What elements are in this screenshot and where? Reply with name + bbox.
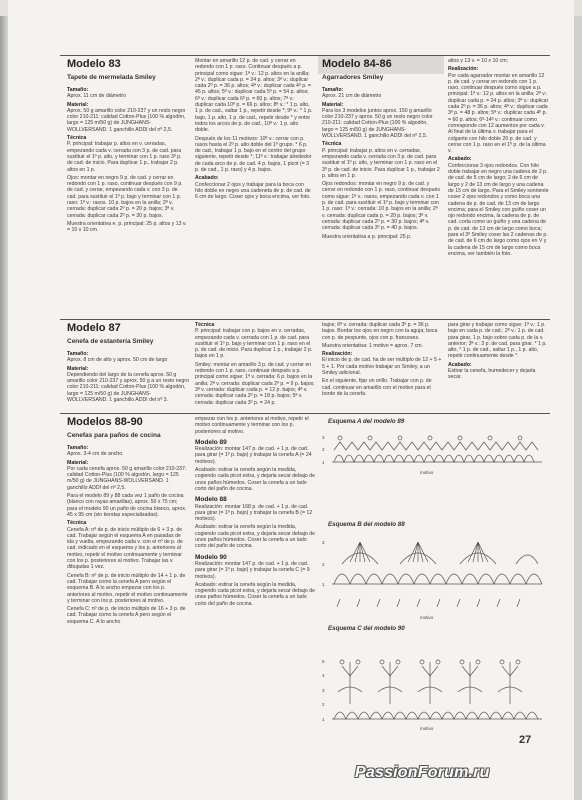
size-text: Aprox. 3-4 cm de ancho. bbox=[67, 451, 124, 458]
model-87-title: Modelo 87 bbox=[67, 322, 121, 334]
motif-label: motivo bbox=[420, 470, 434, 475]
model-84-86-column-2 bbox=[448, 58, 550, 308]
gauge-text: Muestra orientativa: 1 motivo = aprox. 7 cm. bbox=[322, 342, 424, 349]
model-89-realization: Realización: montar 147 p. de cad. + 1 p. de cad. para girar (= 1º p. bajo) y trabajar la cenefa A (= 24 motivos). bbox=[195, 446, 312, 465]
border-a-text: Cenefa A: nº de p. de inicio múltiplo de 6 + 3 p. de cad. Trabajar según el esquema A en pasadas de ida y vuelta, empezando cada v. con el nº de p. de cad. indicado en el esquema y los p. anteriores al motivo, repetir el motivo continuamente y terminar con los p. posteriores al motivo. Trabajar las v. dibujadas 1 vez. bbox=[67, 526, 183, 571]
model-87-column bbox=[67, 322, 189, 410]
technique-heading: Técnica bbox=[67, 135, 87, 142]
model-88-heading: Modelo 88 bbox=[195, 496, 227, 504]
scheme-b-title: Esquema B del modelo 88 bbox=[328, 521, 405, 528]
book-spine bbox=[0, 0, 8, 800]
model-84-86-title: Modelo 84-86 bbox=[322, 58, 392, 70]
size-heading: Tamaño: bbox=[322, 87, 344, 93]
eyes-text: Ojos: montar en negro 9 p. de cad. y cerrar en redondo con 1 p. raso, continuar después con 9 p. de cad. y cerrar, empezando cada v. con 3 p. de cad. para sustituir el 1º p. bajo y terminar con 1 p. raso: 1ª v.: rasos. 10 p. bajos en la anilla; 2ª v. cerrada: duplicar cada 2º p. = 20 p. bajos; 3ª v. cerrada: duplicar cada 2º p. = 30 p. bajos. bbox=[67, 174, 183, 219]
model-88-realization: Realización: montar 168 p. de cad. + 1 p. de cad. para girar (= 1º p. bajo) y trabajar la cenefa B (= 12 motivos). bbox=[195, 503, 313, 523]
smiley-text: Smiley: montar en amarillo 3 p. de cad. y cerrar en redondo con 1 p. raso, continuar después a p. principal como sigue: 1ª v. cerrada: 6 p. bajos en la anilla; 2ª v. cerrada: duplicar cada 2º p. = 9 p. bajos; 3ª v. cerrada: duplicar cada p. = 12 p. bajos; 4ª v. cerrada: duplicar cada 2º p. = 18 p. bajos; 5ª v. cerrada: duplicar cada 3º p. = 24 p. bbox=[195, 361, 315, 406]
model-84-86-column bbox=[322, 58, 440, 308]
row-number: 3 bbox=[322, 540, 325, 545]
instructions-text-2: Después de los 11 motivos: 10ª v.: cerrar con p. rasos hasta el 2º p. alto doble del 1º grupo. * 6 p. de cad., trabajar 1 p. bajo en el centro del grupo siguiente, repetir desde *; 11ª v.: trabajar alrededor de cada arco de p. de cad. 4 p. bajos, 1 picot (= 3 p. de cad., 1 p. raso) y 4 p. bajos. bbox=[195, 135, 312, 174]
row-number: 2 bbox=[322, 447, 325, 452]
model-89-heading: Modelo 89 bbox=[195, 438, 227, 446]
motif-label: motivo bbox=[420, 726, 434, 731]
row-number: 5 bbox=[322, 659, 325, 664]
model-89-finishing: Acabado: estirar la cenefa según la medida, cogiendo cada picot extra, y dejarla secar debajo de unos paños húmedos. Coser la cenefa a un lado corto del paño de cocina. bbox=[195, 467, 315, 492]
row-number: 1 bbox=[322, 717, 325, 722]
model-87-subtitle: Cenefa de estantería Smiley bbox=[67, 338, 154, 345]
finishing-text: Confeccionar 2 ojos y trabajar para la boca con hilo doble en negro una cadeneta de p. de cad. de 6 cm de largo. Coser ojos y boca encima, ver foto. bbox=[195, 181, 311, 201]
material-heading: Material: bbox=[67, 365, 89, 372]
size-text: Aprox. 11 cm de diámetro bbox=[67, 93, 127, 100]
gauge-text: Muestra orientativa a p. principal: 25 p. bbox=[322, 233, 412, 240]
size-heading: Tamaño: bbox=[67, 87, 89, 93]
border-b-text: Cenefa B: nº de p. de inicio múltiplo de 14 + 1 p. de cad. Trabajar como la cenefa A pero según el esquema B. A lo ancho empezar con los p. anteriores al motivo, repetir el motivo continuamente y terminar con los p. posteriores al motivo. bbox=[67, 572, 188, 604]
row-number: 1 bbox=[322, 460, 325, 465]
model-90-realization: Realización: montar 147 p. de cad. + 1 p. de cad. para girar (= 1º p. bajo) y trabajar la cenefa C (= 9 motivos). bbox=[195, 560, 310, 580]
technique-text: P. principal: trabajar con p. bajos en v. cerradas, empezando cada v. cerrada con 1 p. de cad. para sustituir el 1º p. bajo y terminar con 1 p. raso en el p. de cad. de inicio. Para duplicar 1 p., trabajar 2 p. bajos en 1 p. bbox=[195, 328, 313, 360]
material-heading: Material: bbox=[67, 459, 89, 466]
motif-label: motivo bbox=[420, 615, 434, 620]
row-number: 2 bbox=[322, 562, 325, 567]
size-heading: Tamaño: bbox=[67, 445, 89, 451]
row-number: 3 bbox=[322, 688, 325, 693]
border-text: para girar y trabajar como sigue: 1ª v.: 1 p. bajo en cada p. de cad.; 2ª v.: 1 p. de cad. para girar, 1 p. bajo sobre cada p. de la v. anterior; 3ª v.: 3 p. de cad. para girar. * 1 p. alto, * 1 p. de cad., saltar 1 p., 1 p. alto, repetir continuamente desde *. bbox=[448, 322, 547, 360]
technique-heading: Técnica bbox=[67, 520, 87, 527]
model-83-column bbox=[67, 58, 187, 308]
finishing-text: Confeccionar 3 ojos redondos. Con hilo doble trabajar en negro una cadena de 2 p. de cad. de 5 cm de largo; 2 de 6 cm de largo y 2 de 13 cm de largo y una cadena de 15 cm de largo. Para el Smiley sonriente coser 2 ojos redondos y como boca una cadena de p. de cad. de 13 cm de largo encima; para el Smiley con guiño coser un ojo redondo encima, la cadena de p. de cad. corta como un guiño y una cadena de p. de cad. de 13 cm de largo como boca; para el 3º Smiley coser las 2 cadenas de p. de cad. de 6 cm de largo como ojos en V y la cadena de 15 cm de largo como boca encima, ver también la foto. bbox=[448, 162, 549, 257]
material-text: Aprox. 50 g amarillo color 210-237 y un resto negro color 210-211: calidad Cotton-Plus (100 % algodón, largo = 125 m/50 g) de JUNGHANS-WOLLVERSAND. 1 ganchillo ADDI del nº 2,5. bbox=[67, 107, 186, 133]
realization-text-2: En el siguiente, fijar un orillo. Trabajar con p. de cad. continuar en amarillo con el motivo para el borde de la cenefa. bbox=[322, 378, 432, 397]
smiley-text-cont: bajos; 6ª v. cerrada: duplicar cada 3º p. = 36 p. bajos. Bordar los ojos en negro con la aguja; boca con p. de pespunte, ojos con p. franceses. bbox=[322, 322, 438, 341]
model-88-90-subtitle: Cenefas para paños de cocina bbox=[67, 432, 161, 439]
border-c-text: Cenefa C: nº de p. de inicio múltiplo de 16 + 3 p. de cad. Trabajar como la cenefa A pero según el esquema C. A lo ancho bbox=[67, 606, 186, 625]
technique-text: P. principal: trabajar p. altos en v. cerradas, empezando cada v. cerrada con 3 p. de cad. para sustituir el 1º p. alto, y terminar con 1 p. raso 3º p. de cad. de inicio. Para duplicar 1 p., trabajar 2 p. altos en 1 p. bbox=[67, 141, 182, 173]
model-87-column-2 bbox=[195, 322, 315, 410]
material-text: Por cada cenefa aprox. 50 g amarillo color 210-237: calidad Cotton-Plus (100 % algodón, largo = 125 m/50 g) de JUNGHANS-WOLLVERSAND. 1 ganchillo ADDI del nº 2,5. bbox=[67, 465, 187, 491]
row-number: 2 bbox=[322, 702, 325, 707]
gauge-text-cont: altos y 13 v. = 10 x 10 cm; bbox=[448, 58, 509, 64]
model-83-column-2 bbox=[195, 58, 313, 308]
row-number: 3 bbox=[322, 435, 325, 440]
size-text: Aprox. 8 cm de alto y aprox. 50 cm de largo bbox=[67, 357, 168, 364]
model-88-90-column-2 bbox=[195, 416, 315, 736]
size-heading: Tamaño: bbox=[67, 351, 89, 357]
border-c-text-cont: empezar con los p. anteriores al motivo, repetir el motivo continuamente y terminar con los p. posteriores al motivo. bbox=[195, 416, 309, 435]
scheme-b-chart bbox=[332, 542, 542, 607]
technique-text: P. principal: trabajar p. altos en v. cerradas, empezando cada v. cerrada con 3 p. de cad. para sustituir el 1º p. alto, y terminar con 1 p. raso en el 3º p. de cad. de inicio. Para duplicar 1 p., trabajar 2 p. altos en 1 p. bbox=[322, 147, 440, 179]
scheme-a-title: Esquema A del modelo 89 bbox=[328, 418, 405, 425]
finishing-text: Estirar la cenefa, humedecer y dejarla secar. bbox=[448, 368, 536, 381]
technique-heading: Técnica bbox=[195, 322, 215, 328]
scheme-c-chart bbox=[332, 660, 542, 719]
finishing-heading: Acabado: bbox=[448, 361, 472, 368]
model-87-column-3 bbox=[322, 322, 442, 410]
realization-text: Por cada agarrador montar en amarillo 12 p. de cad. y cerrar en redondo con 1 p. raso, continuar después como sigue a p. principal: 1ª v.: 12 p. altos en la anilla; 2ª v.: duplicar cada p. = 24 p. altos; 3ª v.: duplicar cada 2º p. = 36 p. altos; 4ª v.: duplicar cada 3º p. = 48 p. altos; 5ª v.: duplicar cada 4º p. = 60 p. altos; 6ª-14ª v.: continuar como corresponde con 12 aumentos por cada v. Al final de la última v. trabajar para el colgante con hilo doble 20 p. de cad. y cerrar con 1 p. raso en el 1º p. de la última v. bbox=[448, 72, 549, 155]
material-heading: Material: bbox=[322, 101, 344, 108]
realization-heading: Realización: bbox=[322, 351, 353, 358]
row-number: 4 bbox=[322, 673, 325, 678]
finishing-heading: Acabado: bbox=[195, 175, 219, 182]
model-90-finishing: Acabado: estirar la cenefa según la medida, cogiendo cada picot extra, y dejarla secar debajo de unos paños húmedos. Coser la cenefa a un lado corto del paño de cocina. bbox=[195, 581, 315, 607]
realization-heading: Realización: bbox=[448, 66, 479, 73]
model-88-90-column bbox=[67, 416, 189, 736]
model-84-86-subtitle: Agarradores Smiley bbox=[322, 74, 384, 81]
instructions-text: Montar en amarillo 12 p. de cad. y cerrar en redondo con 1 p. raso. Continuar después a p. principal como sigue: 1ª v.: 12 p. altos en la anilla; 2ª v.: duplicar cada p. = 24 p. altos; 3ª v.: duplicar cada 2º p. = 36 p. altos; 4ª v.: duplicar cada 4º p. = 45 p. altos; 5ª v.: duplicar cada 5º p. = 54 p. altos; 6ª v.: duplicar cada 6º p. = 60 p. altos; 7ª v.: duplicar cada 10º p. = 66 p. altos; 8ª v.: * 1 p. alto, 1 p. de cad., saltar 1 p., repetir desde *; 9ª v.: * 1 p. bajo, 1 p. alto, 1 p. de cad., repetir desde * y entre todos los arcos de p. de cad., 10ª v.: 1 p. alto doble. bbox=[195, 58, 313, 134]
finishing-heading: Acabado: bbox=[448, 156, 472, 163]
model-88-finishing: Acabado: estirar la cenefa según la medida, cogiendo cada picot extra, y dejarla secar debajo de unos paños húmedos. Coser la cenefa a un lado corto del paño de cocina. bbox=[195, 524, 315, 550]
material-text: Dependiendo del largo de la cenefa aprox. 50 g amarillo color 210-237 y aprox. 50 g a un resto negro color 210-211: calidad Cotton-Plus (100 % algodón, largo = 125 m/50 g) de JUNGHANS-WOLLVERSAND. 1 ganchillo ADDI del nº 3. bbox=[67, 371, 189, 404]
page-number: 27 bbox=[519, 734, 532, 746]
scheme-c-title: Esquema C del modelo 90 bbox=[328, 625, 405, 632]
crochet-charts bbox=[320, 414, 552, 736]
scheme-a-chart bbox=[332, 436, 542, 462]
realization-text: El inicio de p. de cad. ha de ser múltiplo de 12 + 5 + 5 + 1. Por cada motivo trabajar un Smiley, a un Smiley adicional. bbox=[322, 357, 442, 377]
model-87-column-4 bbox=[448, 322, 550, 410]
model-83-title: Modelo 83 bbox=[67, 58, 121, 70]
model-88-90-title: Modelos 88-90 bbox=[67, 416, 143, 428]
model-90-heading: Modelo 90 bbox=[195, 553, 227, 561]
gauge-text: Muestra orientativa e. p. principal: 25 p. altos y 13 v. = 10 x 10 cm. bbox=[67, 220, 187, 234]
size-text: Aprox. 21 cm de diámetro bbox=[322, 93, 382, 100]
watermark: PassionForum.ru bbox=[355, 764, 490, 781]
eyes-text: Ojos redondos: montar en negro 9 p. de cad. y cerrar en redondo con 1 p. raso, continuar después como sigue: 1ª v.: rasos, empezando cada v. con 1 p. de cad. para sustituir el 1º p. bajo y terminar con 1 p. raso: 1ª v.: cerrada: 10 p. bajos en la anilla; 2ª v. cerrada: duplicar cada p. = 20 p. bajos; 3ª v. cerrada: duplicar cada 2º p. = 30 p. bajos; 4ª v. cerrada: duplicar cada 3º p. = 40 p. bajos. bbox=[322, 181, 440, 232]
towel-text: Para el modelo 89 y 88 cada vez 1 paño de cocina (blanco con rayas amarillas), aprox. 50 x 75 cm; para el modelo 90 un paño de cocina blanco, aprox. 45 x 95 cm (sin tiendas especializadas). bbox=[67, 493, 187, 518]
technique-heading: Técnica bbox=[322, 141, 342, 148]
model-83-subtitle: Tapete de mermelada Smiley bbox=[67, 74, 156, 81]
material-heading: Material: bbox=[67, 101, 89, 108]
row-number: 1 bbox=[322, 582, 325, 587]
material-text: Para los 3 modelos juntos aprox. 150 g amarillo color 210-237 y aprox. 50 g un resto negro color 210-211: calidad Cotton-Plus (100 % algodón, largo = 125 m/50 g) de JUNGHANS-WOLLVERSAND. 1 ganchillo ADDI del nº 2,5. bbox=[322, 107, 433, 140]
